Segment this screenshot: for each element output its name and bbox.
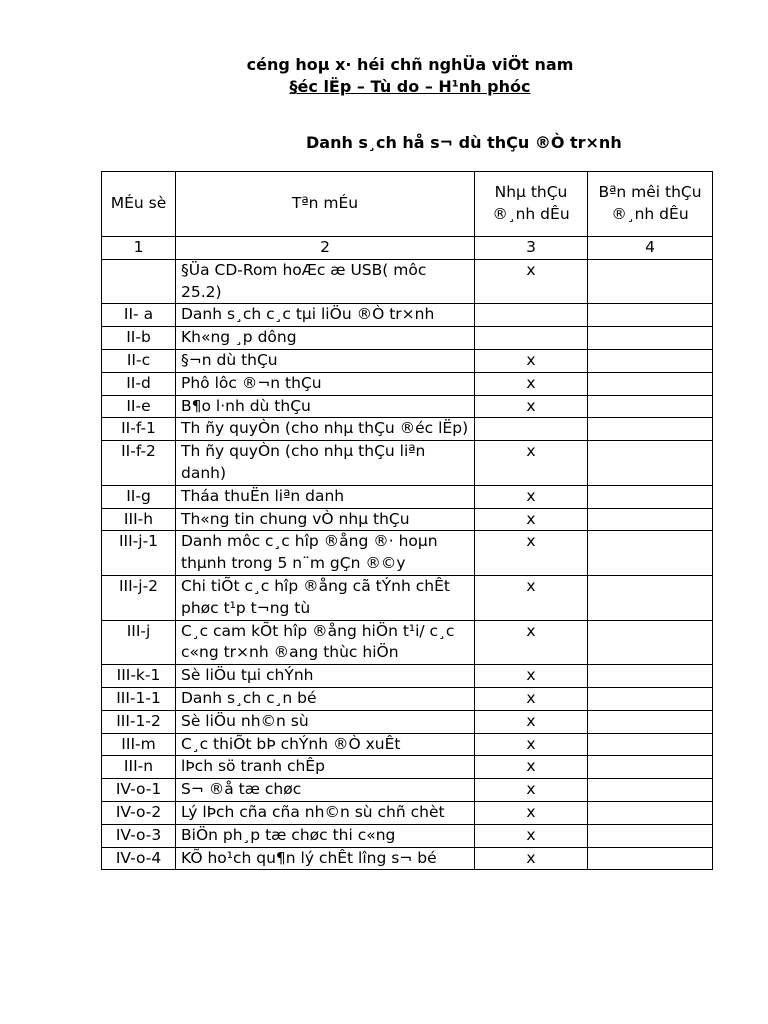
form-name-cell: KÕ ho¹ch qu¶n lý chÊt lîng s¬ bé bbox=[176, 847, 475, 870]
form-number-cell: IV-o-1 bbox=[102, 779, 176, 802]
contractor-mark-cell: x bbox=[475, 824, 588, 847]
inviter-mark-cell bbox=[588, 733, 713, 756]
form-name-cell: BiÖn ph¸p tæ chøc thi c«ng bbox=[176, 824, 475, 847]
form-name-cell: C¸c cam kÕt hîp ®ång hiÖn t¹i/ c¸c c«ng tr×nh ®ang thùc hiÖn bbox=[176, 620, 475, 665]
form-number-cell: II-f-2 bbox=[102, 441, 176, 486]
form-number-cell: II-d bbox=[102, 372, 176, 395]
inviter-mark-cell bbox=[588, 531, 713, 576]
inviter-mark-cell bbox=[588, 485, 713, 508]
form-number-cell: II-f-1 bbox=[102, 418, 176, 441]
table-row bbox=[102, 687, 713, 710]
inviter-mark-cell bbox=[588, 687, 713, 710]
inviter-mark-cell bbox=[588, 372, 713, 395]
form-number-cell: III-m bbox=[102, 733, 176, 756]
form-number-cell: IV-o-2 bbox=[102, 801, 176, 824]
form-name-cell: §Üa CD-Rom hoÆc æ USB( môc 25.2) bbox=[176, 259, 475, 304]
form-number-cell: III-1-1 bbox=[102, 687, 176, 710]
table-row bbox=[102, 665, 713, 688]
form-number-cell: IV-o-3 bbox=[102, 824, 176, 847]
inviter-mark-cell bbox=[588, 508, 713, 531]
form-number-cell: II-b bbox=[102, 327, 176, 350]
form-name-cell: Tháa thuËn liªn danh bbox=[176, 485, 475, 508]
document-title: Danh s¸ch hå s¬ dù thÇu ®Ò tr×nh bbox=[306, 133, 622, 152]
form-name-cell: Lý lÞch cña cña nh©n sù chñ chèt bbox=[176, 801, 475, 824]
inviter-mark-cell bbox=[588, 756, 713, 779]
table-row bbox=[102, 485, 713, 508]
form-number-cell: II-g bbox=[102, 485, 176, 508]
form-name-cell: Phô lôc ®¬n thÇu bbox=[176, 372, 475, 395]
table-row bbox=[102, 304, 713, 327]
table-row bbox=[102, 418, 713, 441]
form-number-cell bbox=[102, 259, 176, 304]
form-number-cell: III-1-2 bbox=[102, 710, 176, 733]
contractor-mark-cell bbox=[475, 327, 588, 350]
form-name-cell: Th«ng tin chung vÒ nhµ thÇu bbox=[176, 508, 475, 531]
form-name-cell: Chi tiÕt c¸c hîp ®ång cã tÝnh chÊt phøc t¹p t¬ng tù bbox=[176, 575, 475, 620]
form-number-cell: III-j-1 bbox=[102, 531, 176, 576]
column-number: 4 bbox=[588, 237, 713, 260]
form-number-cell: III-j-2 bbox=[102, 575, 176, 620]
inviter-mark-cell bbox=[588, 418, 713, 441]
contractor-mark-cell: x bbox=[475, 508, 588, 531]
contractor-mark-cell bbox=[475, 418, 588, 441]
table-row bbox=[102, 779, 713, 802]
table-row bbox=[102, 259, 713, 304]
inviter-mark-cell bbox=[588, 779, 713, 802]
column-header-contractor-mark: Nhµ thÇu ®¸nh dÊu bbox=[475, 172, 588, 237]
form-name-cell: §¬n dù thÇu bbox=[176, 349, 475, 372]
column-number: 1 bbox=[102, 237, 176, 260]
form-name-cell: Danh s¸ch c¸c tµi liÖu ®Ò tr×nh bbox=[176, 304, 475, 327]
inviter-mark-cell bbox=[588, 710, 713, 733]
table-header-row bbox=[102, 172, 713, 237]
inviter-mark-cell bbox=[588, 575, 713, 620]
column-number: 3 bbox=[475, 237, 588, 260]
form-name-cell: Danh s¸ch c¸n bé bbox=[176, 687, 475, 710]
inviter-mark-cell bbox=[588, 395, 713, 418]
contractor-mark-cell: x bbox=[475, 687, 588, 710]
contractor-mark-cell: x bbox=[475, 531, 588, 576]
column-header-inviter-mark: Bªn mêi thÇu ®¸nh dÊu bbox=[588, 172, 713, 237]
inviter-mark-cell bbox=[588, 327, 713, 350]
inviter-mark-cell bbox=[588, 847, 713, 870]
inviter-mark-cell bbox=[588, 824, 713, 847]
table-row bbox=[102, 372, 713, 395]
form-name-cell: Danh môc c¸c hîp ®ång ®· hoµn thµnh trong 5 n¨m gÇn ®©y bbox=[176, 531, 475, 576]
column-header-form-number: MÉu sè bbox=[102, 172, 176, 237]
national-title: céng hoµ x· héi chñ nghÜa viÖt nam bbox=[246, 55, 574, 74]
form-name-cell: S¬ ®å tæ chøc bbox=[176, 779, 475, 802]
inviter-mark-cell bbox=[588, 620, 713, 665]
form-number-cell: IV-o-4 bbox=[102, 847, 176, 870]
table-row bbox=[102, 441, 713, 486]
form-name-cell: Th ñy quyÒn (cho nhµ thÇu liªn danh) bbox=[176, 441, 475, 486]
contractor-mark-cell: x bbox=[475, 710, 588, 733]
contractor-mark-cell: x bbox=[475, 779, 588, 802]
form-number-cell: III-n bbox=[102, 756, 176, 779]
table-row bbox=[102, 620, 713, 665]
form-name-cell: B¶o l·nh dù thÇu bbox=[176, 395, 475, 418]
table-body bbox=[102, 237, 713, 870]
form-number-cell: II- a bbox=[102, 304, 176, 327]
contractor-mark-cell: x bbox=[475, 395, 588, 418]
contractor-mark-cell: x bbox=[475, 259, 588, 304]
form-number-cell: III-k-1 bbox=[102, 665, 176, 688]
contractor-mark-cell: x bbox=[475, 801, 588, 824]
inviter-mark-cell bbox=[588, 801, 713, 824]
form-number-cell: III-j bbox=[102, 620, 176, 665]
table-row bbox=[102, 710, 713, 733]
table-row bbox=[102, 395, 713, 418]
contractor-mark-cell: x bbox=[475, 733, 588, 756]
contractor-mark-cell: x bbox=[475, 665, 588, 688]
form-name-cell: Kh«ng ¸p dông bbox=[176, 327, 475, 350]
table-row bbox=[102, 733, 713, 756]
contractor-mark-cell: x bbox=[475, 372, 588, 395]
form-name-cell: lÞch sö tranh chÊp bbox=[176, 756, 475, 779]
column-number: 2 bbox=[176, 237, 475, 260]
contractor-mark-cell: x bbox=[475, 756, 588, 779]
contractor-mark-cell: x bbox=[475, 847, 588, 870]
table-row bbox=[102, 847, 713, 870]
contractor-mark-cell: x bbox=[475, 620, 588, 665]
national-motto: §éc lËp – Tù do – H¹nh phóc bbox=[289, 77, 531, 96]
inviter-mark-cell bbox=[588, 441, 713, 486]
table-row bbox=[102, 349, 713, 372]
table-row bbox=[102, 531, 713, 576]
table-row bbox=[102, 327, 713, 350]
table-row bbox=[102, 508, 713, 531]
document-header bbox=[0, 54, 768, 98]
form-name-cell: Sè liÖu tµi chÝnh bbox=[176, 665, 475, 688]
contractor-mark-cell: x bbox=[475, 441, 588, 486]
form-name-cell: Th ñy quyÒn (cho nhµ thÇu ®éc lËp) bbox=[176, 418, 475, 441]
inviter-mark-cell bbox=[588, 349, 713, 372]
inviter-mark-cell bbox=[588, 665, 713, 688]
contractor-mark-cell bbox=[475, 304, 588, 327]
contractor-mark-cell: x bbox=[475, 575, 588, 620]
form-number-cell: II-c bbox=[102, 349, 176, 372]
inviter-mark-cell bbox=[588, 259, 713, 304]
form-name-cell: C¸c thiÕt bÞ chÝnh ®Ò xuÊt bbox=[176, 733, 475, 756]
form-name-cell: Sè liÖu nh©n sù bbox=[176, 710, 475, 733]
column-number-row bbox=[102, 237, 713, 260]
table-row bbox=[102, 801, 713, 824]
submission-table bbox=[101, 171, 713, 870]
table-row bbox=[102, 575, 713, 620]
table-row bbox=[102, 824, 713, 847]
column-header-form-name: Tªn mÉu bbox=[176, 172, 475, 237]
inviter-mark-cell bbox=[588, 304, 713, 327]
form-number-cell: III-h bbox=[102, 508, 176, 531]
contractor-mark-cell: x bbox=[475, 485, 588, 508]
contractor-mark-cell: x bbox=[475, 349, 588, 372]
form-number-cell: II-e bbox=[102, 395, 176, 418]
table-row bbox=[102, 756, 713, 779]
